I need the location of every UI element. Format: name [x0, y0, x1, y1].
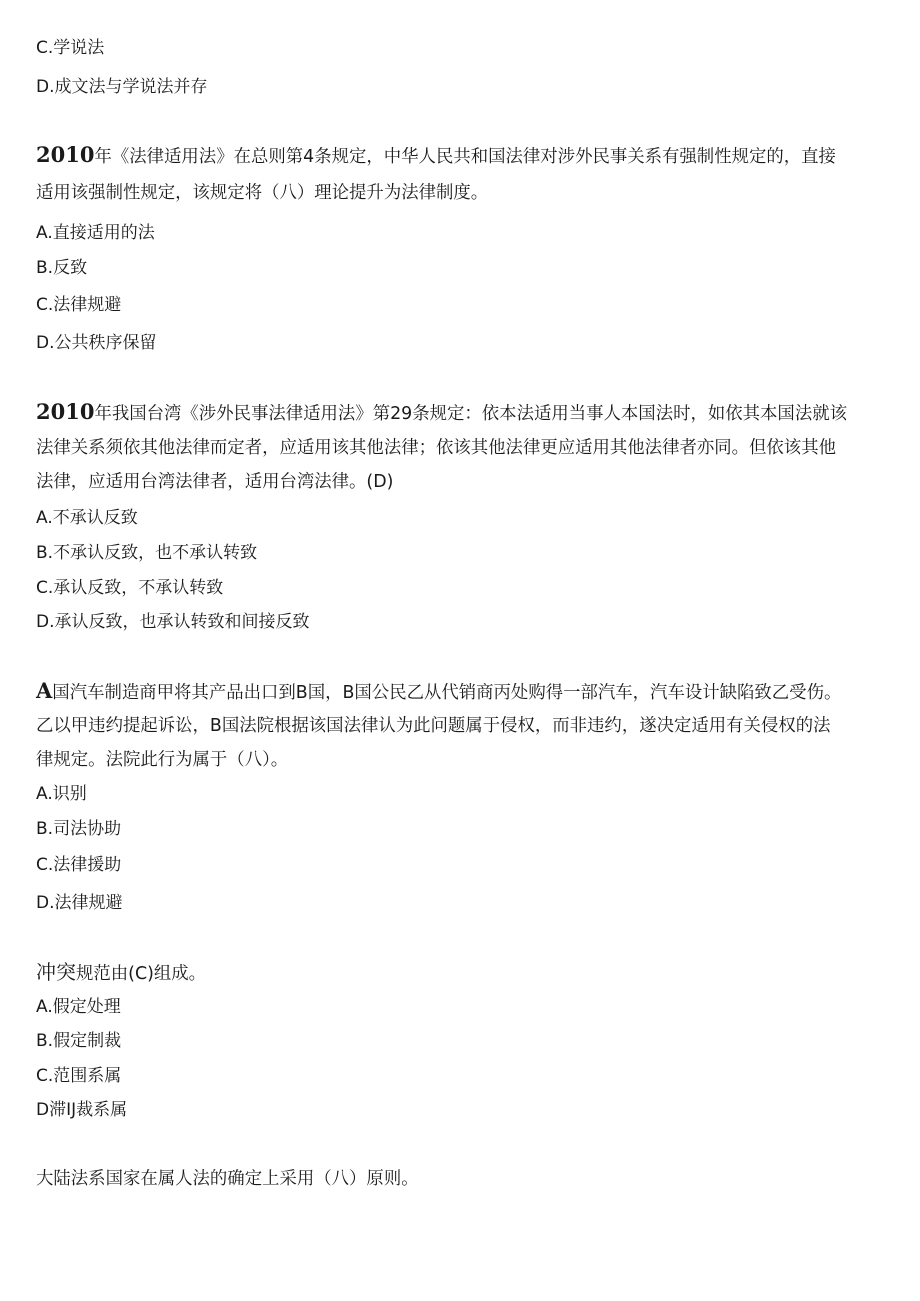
question-2-stem-line: 2010年我国台湾《涉外民事法律适用法》第29条规定：依本法适用当事人本国法时，如依其本国法就该 [36, 399, 847, 424]
question-1-option-b: B.反致 [36, 258, 88, 278]
question-1-stem-line: 2010年《法律适用法》在总则第4条规定，中华人民共和国法律对涉外民事关系有强制性规定的，直接 [36, 142, 836, 167]
question-2-lead: 2010 [36, 399, 95, 424]
option-c: C.学说法 [36, 38, 105, 58]
question-1-option-a: A.直接适用的法 [36, 223, 155, 243]
question-4-lead: 冲突 [36, 960, 76, 984]
question-2-stem-line: 法律关系须依其他法律而定者，应适用该其他法律；依该其他法律更应适用其他法律者亦同。但依该其他 [36, 438, 836, 458]
question-3-option-c: C.法律援助 [36, 855, 122, 875]
question-2-option-b: B.不承认反致，也不承认转致 [36, 543, 258, 563]
question-4-option-b: B.假定制裁 [36, 1031, 122, 1051]
question-1-stem-line: 适用该强制性规定，该规定将（八）理论提升为法律制度。 [36, 183, 489, 203]
question-3-option-a: A.识别 [36, 784, 87, 804]
question-2-option-d: D.承认反致，也承认转致和间接反致 [36, 612, 310, 632]
question-2-option-a: A.不承认反致 [36, 508, 138, 528]
question-1-option-c: C.法律规避 [36, 295, 122, 315]
question-3-stem-line: A国汽车制造商甲将其产品出口到B国，B国公民乙从代销商丙处购得一部汽车，汽车设计缺陷致乙受伤。 [36, 678, 842, 703]
question-3-lead: A [36, 678, 53, 703]
question-3-option-b: B.司法协助 [36, 819, 122, 839]
question-4-option-a: A.假定处理 [36, 997, 121, 1017]
question-3-stem-line: 乙以甲违约提起诉讼，B国法院根据该国法律认为此问题属于侵权，而非违约，遂决定适用有关侵权的法 [36, 716, 831, 736]
question-1-option-d: D.公共秩序保留 [36, 333, 157, 353]
question-4-option-c: C.范围系属 [36, 1066, 122, 1086]
question-5-stem-line: 大陆法系国家在属人法的确定上采用（八）原则。 [36, 1169, 419, 1189]
question-3-option-d: D.法律规避 [36, 893, 123, 913]
question-2-option-c: C.承认反致，不承认转致 [36, 578, 224, 598]
question-4-stem-line: 冲突规范由(C)组成。 [36, 960, 207, 984]
question-1-lead: 2010 [36, 142, 95, 167]
option-d: D.成文法与学说法并存 [36, 77, 208, 97]
question-4-option-d: D滞IJ裁系属 [36, 1100, 128, 1120]
question-2-stem-line: 法律，应适用台湾法律者，适用台湾法律。(D) [36, 472, 394, 492]
question-3-stem-line: 律规定。法院此行为属于（八）。 [36, 750, 289, 770]
